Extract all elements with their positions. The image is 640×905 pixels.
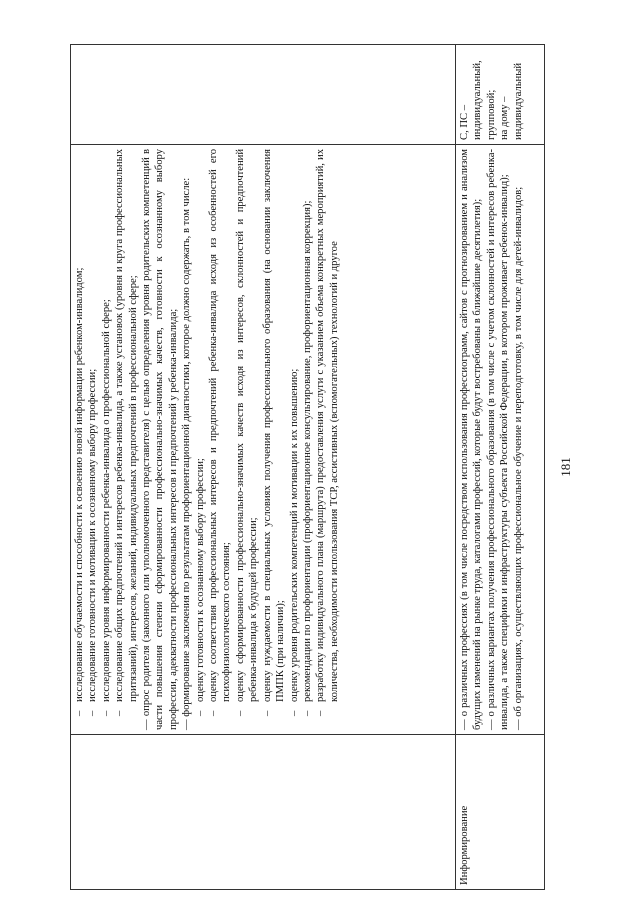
service-form-cell — [456, 45, 545, 145]
list-item — [288, 149, 301, 730]
list-item-text: разработку индивидуального плана (маршрута) предоставления услуги с указанием объема конкретных мероприятий, их количества, необходимости использования ТСР, ассистивных (вспомогательных) технологий и другое — [315, 149, 340, 702]
dash-marker: – — [194, 710, 206, 716]
list-item-text: исследование готовности и мотивации к осознанному выбору профессии; — [87, 368, 99, 702]
list-item-text: рекомендации по профориентации (профориентационное консультирование, профориентационная коррекция); — [301, 200, 313, 702]
dash-marker: – — [261, 710, 273, 716]
list-item — [180, 149, 193, 730]
list-item — [301, 149, 314, 730]
list-item-text: — формирование заключения по результатам профориентационной диагностики, которое должно содержать, в том числе: — [181, 177, 193, 730]
list-item: — о различных профессиях (в том числе посредством использования профессиограмм, сайтов с прогнозированием и анализом будущих изменений на рынке труда, каталогами профессий, которые будут востребованы в ближайшие десятилетия); — [459, 149, 484, 730]
dash-marker: – — [74, 710, 85, 716]
form-line: индивидуальный, — [472, 60, 484, 140]
dash-marker: – — [208, 710, 220, 716]
list-item: — об организациях, осуществляющих профессиональное обучение и переподготовку, в том числе для детей-инвалидов; — [512, 186, 524, 730]
content-list — [458, 149, 525, 730]
table-row — [71, 45, 456, 890]
dash-marker: – — [315, 710, 327, 716]
dash-marker: – — [114, 710, 126, 716]
list-item — [261, 149, 288, 730]
document-page — [70, 45, 590, 890]
list-item-text: исследование общих предпочтений и интересов ребенка-инвалида, а также установок (уровня и круга профессиональных притязаний), интересов, желаний, индивидуальных предпочтений в профессиональной сфере; — [114, 149, 139, 702]
service-content-cell — [456, 145, 545, 735]
list-item — [234, 149, 261, 730]
list-item — [73, 149, 86, 730]
list-item: — о различных вариантах получения профессионального образования (в том числе с учетом склонностей и интересов ребенка-инвалида, а также специфики и инфраструктуры субъекта Российской Федерации, в котором проживает ребенок-инвалид); — [485, 149, 511, 730]
list-item-text: оценку соответствия профессиональных интересов и предпочтений ребенка-инвалида исходя из особенностей его психофизиологического состояния; — [208, 149, 233, 702]
form-line: на дому – — [499, 96, 511, 140]
list-item — [113, 149, 140, 730]
list-item-text: оценку сформированности профессионально-значимых качеств исходя из интересов, склонностей и предпочтений ребенка-инвалида к будущей профессии; — [234, 149, 260, 702]
table-row — [456, 45, 545, 890]
list-item — [100, 149, 113, 730]
service-name-cell: Информирование — [456, 735, 545, 890]
list-item-text: — опрос родителя (законного или уполномоченного представителя) с целью определения уровня родительских компетенций в части повышения степени сформированности профессионально-значимых качеств, готовности к осознанному выбору профессии, адекватности профессиональных интересов и предпочтений у ребенка-инвалида; — [141, 149, 179, 730]
list-item-text: оценку нуждаемости в специальных условиях получения профессионального образования (на основании заключения ПМПК (при наличии); — [261, 149, 287, 702]
list-item-text: оценку уровня родительских компетенций и мотивации к их повышению; — [288, 368, 300, 702]
form-lines — [458, 49, 525, 140]
dash-marker: – — [100, 710, 112, 716]
list-item-text: исследование уровня информированности ребенка-инвалида о профессиональной сфере; — [100, 299, 112, 702]
content-list — [73, 149, 341, 730]
services-table — [70, 44, 545, 890]
list-item-text: исследование обучаемости и способности к освоению новой информации ребенком-инвалидом; — [74, 267, 85, 702]
list-item — [194, 149, 207, 730]
dash-marker: – — [288, 710, 300, 716]
dash-marker: – — [87, 710, 99, 716]
service-form-cell — [71, 45, 456, 145]
list-item — [86, 149, 99, 730]
list-item-text: оценку готовности к осознанному выбору профессии; — [194, 458, 206, 702]
list-item — [207, 149, 234, 730]
service-content-cell — [71, 145, 456, 735]
dash-marker: – — [301, 710, 313, 716]
service-name-cell — [71, 735, 456, 890]
dash-marker: – — [234, 710, 246, 716]
list-item — [314, 149, 341, 730]
page-number: 181 — [558, 457, 573, 477]
list-item — [140, 149, 180, 730]
form-line: групповой; — [485, 89, 497, 140]
form-line: С, ПС – — [459, 104, 470, 140]
form-line: индивидуальный — [512, 63, 524, 140]
